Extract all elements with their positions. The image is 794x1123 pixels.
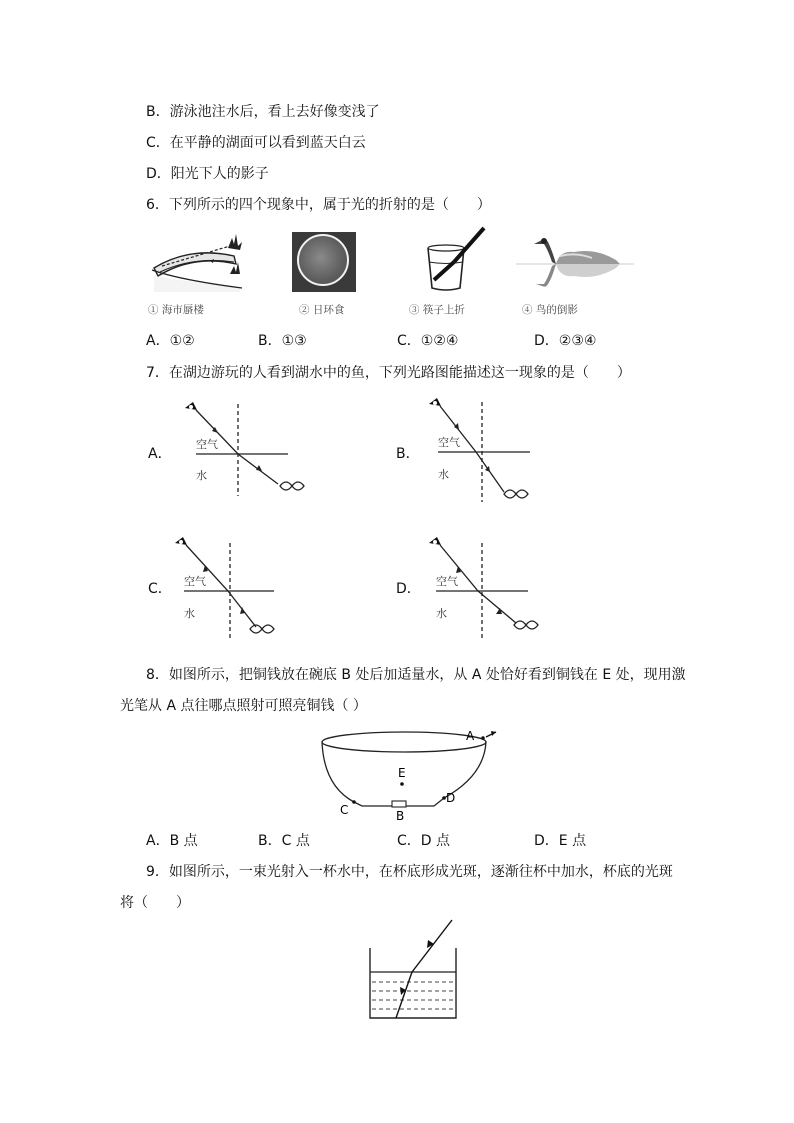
q8-option-a: A．B 点 xyxy=(146,833,198,849)
q6-option-d: D．②③④ xyxy=(534,333,597,349)
point-d-label: D xyxy=(446,791,456,805)
water-label-b: 水 xyxy=(438,468,449,481)
point-a-label: A xyxy=(466,729,475,743)
caption-bird: ④ 鸟的倒影 xyxy=(522,304,578,316)
air-label-a: 空气 xyxy=(196,438,218,451)
q7-diagram-b xyxy=(424,394,554,504)
cup-diagram xyxy=(366,918,462,1022)
q7-label-b: B． xyxy=(396,446,420,462)
q8-option-c: C．D 点 xyxy=(397,833,451,849)
mirage-illustration xyxy=(150,232,250,294)
q7-label-a: A． xyxy=(148,446,172,462)
q7-label-c: C． xyxy=(148,581,172,597)
air-label-d: 空气 xyxy=(436,575,458,588)
option-b-prev: B．游泳池注水后，看上去好像变浅了 xyxy=(146,104,380,120)
point-e-label: E xyxy=(398,766,406,780)
q6-option-b: B．①③ xyxy=(258,333,307,349)
q8-stem-line2: 光笔从 A 点往哪点照射可照亮铜钱（ ） xyxy=(120,698,367,714)
water-label-c: 水 xyxy=(184,607,195,620)
caption-chopstick: ③ 筷子上折 xyxy=(409,304,465,316)
air-label-b: 空气 xyxy=(438,436,460,449)
q7-stem: 7．在湖边游玩的人看到湖水中的鱼，下列光路图能描述这一现象的是（ ） xyxy=(146,365,631,381)
option-c-prev: C．在平静的湖面可以看到蓝天白云 xyxy=(146,135,366,151)
water-label-a: 水 xyxy=(196,469,207,482)
q7-diagram-d xyxy=(424,533,554,643)
caption-mirage: ① 海市蜃楼 xyxy=(148,304,204,316)
q8-stem-line1: 8．如图所示，把铜钱放在碗底 B 处后加适量水，从 A 处恰好看到铜钱在 E 处，现用激 xyxy=(146,667,686,683)
option-d-prev: D．阳光下人的影子 xyxy=(146,166,269,182)
point-b-label: B xyxy=(396,809,405,823)
q9-stem-line2: 将（ ） xyxy=(120,895,190,911)
q7-diagram-c xyxy=(172,533,292,643)
chopstick-glass-illustration xyxy=(420,226,490,294)
q6-stem: 6．下列所示的四个现象中，属于光的折射的是（ ） xyxy=(146,197,491,213)
caption-eclipse: ② 日环食 xyxy=(299,304,345,316)
q8-option-b: B．C 点 xyxy=(258,833,310,849)
water-label-d: 水 xyxy=(436,607,447,620)
air-label-c: 空气 xyxy=(184,575,206,588)
annular-eclipse-photo xyxy=(292,232,356,292)
q6-option-a: A．①② xyxy=(146,333,195,349)
q7-label-d: D． xyxy=(396,581,421,597)
q9-stem-line1: 9．如图所示，一束光射入一杯水中，在杯底形成光斑，逐渐往杯中加水，杯底的光斑 xyxy=(146,864,673,880)
bowl-diagram xyxy=(318,726,508,826)
point-c-label: C xyxy=(340,803,349,817)
q6-option-c: C．①②④ xyxy=(397,333,459,349)
q8-option-d: D．E 点 xyxy=(534,833,587,849)
bird-reflection-photo xyxy=(516,232,634,294)
q7-diagram-a xyxy=(180,398,310,498)
